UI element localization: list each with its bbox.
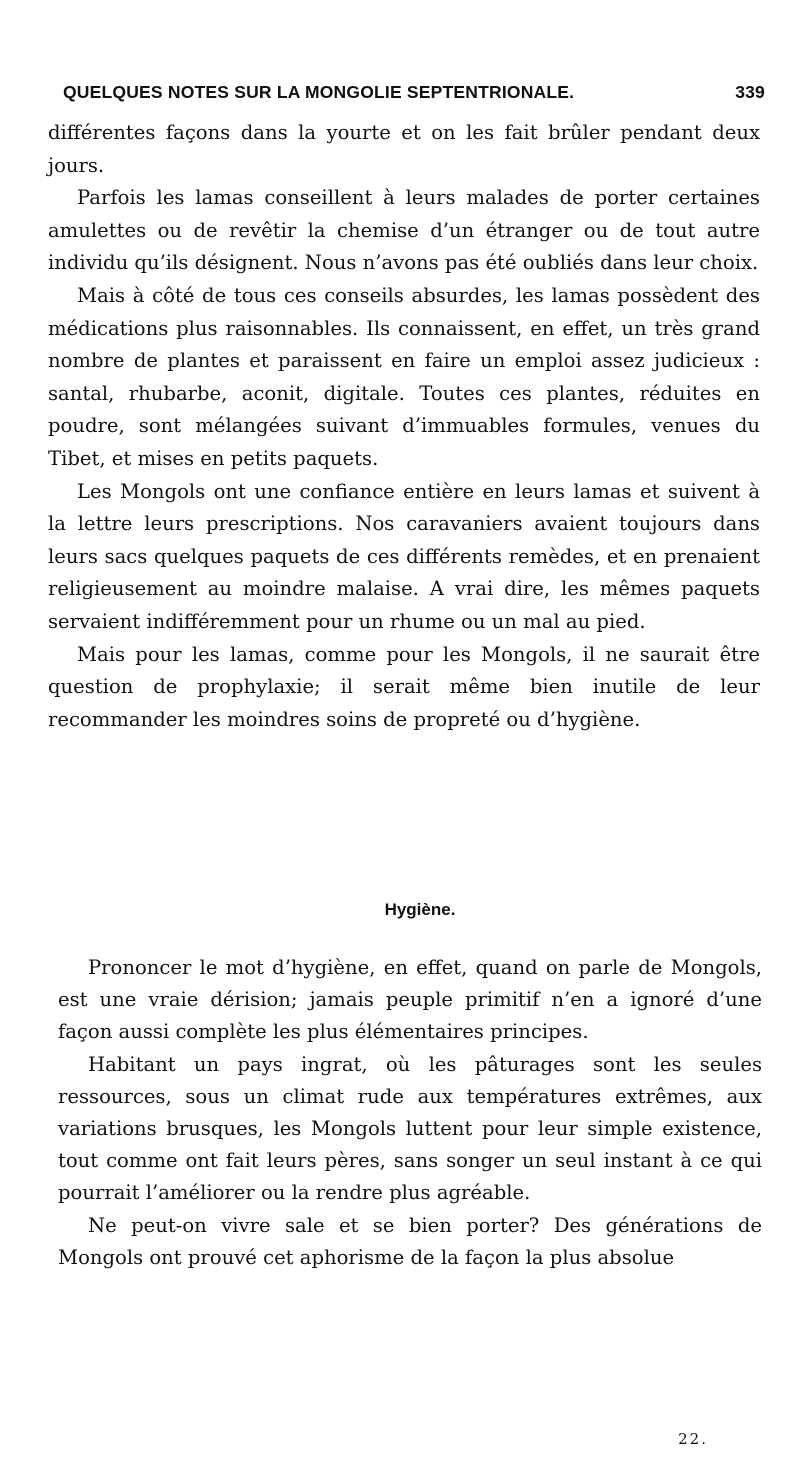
body-section-1 (48, 117, 760, 736)
paragraph: Parfois les lamas conseillent à leurs malades de porter certaines amulettes ou de revêtir la chemise d’un étranger ou de tout autre individu qu’ils désignent. Nous n’avons pas été oubliés dans leur choix. (48, 186, 760, 275)
section-heading: Hygiène. (384, 900, 456, 919)
paragraph: Habitant un pays ingrat, où les pâturages sont les seules ressources, sous un climat rude aux températures extrêmes, aux variations brusques, les Mongols luttent pour leur simple existence, tout comme ont fait leurs pères, sans songer un seul instant à ce qui pourrait l’améliorer ou la rendre plus agréable. (58, 1052, 762, 1205)
paragraph: Ne peut-on vivre sale et se bien porter? Des générations de Mongols ont prouvé cet aphorisme de la façon la plus absolue (58, 1213, 762, 1269)
paragraph: différentes façons dans la yourte et on les fait brûler pendant deux jours. (48, 121, 760, 177)
paragraph: Mais pour les lamas, comme pour les Mongols, il ne saurait être question de prophylaxie; il serait même bien inutile de leur recommander les moindres soins de propreté ou d’hygiène. (48, 642, 760, 731)
paragraph: Les Mongols ont une confiance entière en leurs lamas et suivent à la lettre leurs prescriptions. Nos caravaniers avaient toujours dans leurs sacs quelques paquets de ces différents remèdes, et en prenaient religieusement au moindre malaise. A vrai dire, les mêmes paquets servaient indifféremment pour un rhume ou un mal au pied. (48, 479, 760, 633)
page-number: 339 (735, 82, 765, 102)
signature-mark: 22. (678, 1430, 708, 1448)
paragraph: Mais à côté de tous ces conseils absurdes, les lamas possèdent des médications plus raisonnables. Ils connaissent, en effet, un très grand nombre de plantes et paraissent en faire un emploi assez judicieux : santal, rhubarbe, aconit, digitale. Toutes ces plantes, réduites en poudre, sont mélangées suivant d’immuables formules, venues du Tibet, et mises en petits paquets. (48, 283, 760, 470)
running-title: QUELQUES NOTES SUR LA MONGOLIE SEPTENTRIONALE. (63, 82, 575, 102)
running-header (55, 80, 765, 110)
body-section-2 (58, 952, 762, 1274)
paragraph: Prononcer le mot d’hygiène, en effet, quand on parle de Mongols, est une vraie dérision; jamais peuple primitif n’en a ignoré d’une façon aussi complète les plus élémentaires principes. (58, 956, 762, 1044)
